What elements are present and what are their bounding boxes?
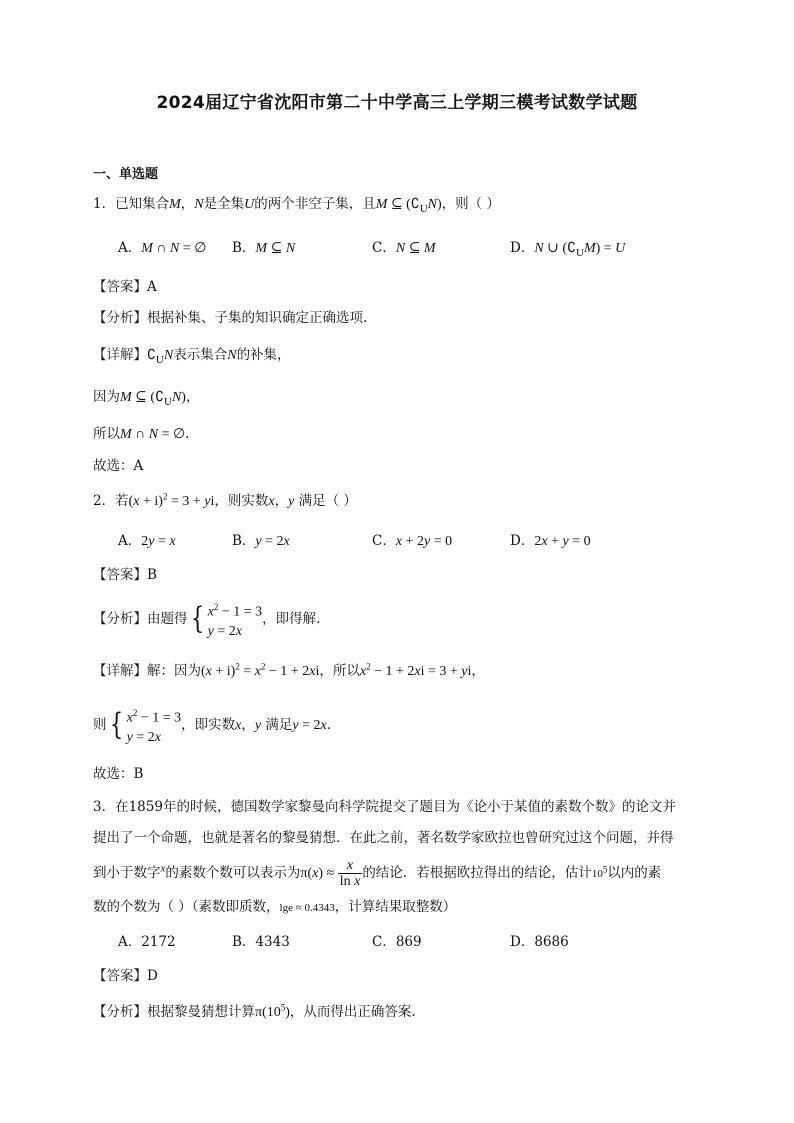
q2-analysis: 【分析】由题得{ $x^2 - 1 = 3$ y = 2x，即得解. (93, 601, 321, 639)
q1-detail-1: 【详解】$∁_UN$表示集合N的补集， (93, 347, 291, 366)
q3-option-a: A．2172 (118, 934, 176, 950)
q1-stem-mid: 是全集 (203, 196, 245, 212)
q1-detail-2: 因为M ⊆ $(∁_UN)$， (93, 389, 200, 408)
q2-option-c: C．x + 2y = 0 (372, 533, 453, 549)
q1-analysis: 【分析】根据补集、子集的知识确定正确选项. (93, 310, 368, 326)
q2-choice: 故选：B (93, 766, 144, 782)
page-title: 2024届辽宁省沈阳市第二十中学高三上学期三模考试数学试题 (156, 93, 638, 113)
q3-option-c: C．869 (372, 934, 422, 950)
q1-option-d: D．N ∪ $(∁_UM) = U$ (510, 240, 626, 259)
q1-option-b: B．M ⊆ N (232, 240, 296, 256)
q1-detail-3: 所以M ∩ N = ∅． (93, 426, 199, 442)
section-heading: 一、单选题 (93, 167, 159, 182)
q3-answer: 【答案】D (93, 968, 158, 984)
q2-then: 则{ $x^2 - 1 = 3$ y = 2x，即实数x，y 满足y = 2x． (93, 707, 341, 745)
q3-line-1: 3．在1859年的时候，德国数学家黎曼向科学院提交了题目为《论小于某值的素数个数》的论文并 (93, 799, 676, 815)
q3-analysis: 【分析】根据黎曼猜想计算$\pi(10^5)$，从而得出正确答案. (93, 1002, 416, 1020)
q1-option-c: C．N ⊆ M (372, 240, 436, 256)
q3-option-d: D．8686 (510, 934, 569, 950)
q2-option-b: B．y = 2x (232, 533, 290, 549)
q1-answer: 【答案】A (93, 279, 157, 295)
q1-stem: 1．已知集合M，N是全集U的两个非空子集，且M ⊆ $(∁_UN)$，则（ ） (93, 196, 500, 215)
q1-stem-post: ，则（ ） (441, 196, 500, 212)
q1-stem-mid2: 的两个非空子集，且 (254, 196, 376, 212)
q3-line-2: 提出了一个命题，也就是著名的黎曼猜想．在此之前，著名数学家欧拉也曾研究过这个问题，并得 (93, 830, 674, 846)
q2-option-d: D．2x + y = 0 (510, 533, 591, 549)
q1-option-a: A．M ∩ N = ∅ (118, 240, 207, 256)
q2-answer: 【答案】B (93, 567, 157, 583)
q2-option-a: A．2y = x (118, 533, 176, 549)
q2-detail: 【详解】解：因为$(x + i)^2 = x^2 - 1 + 2xi$，所以$x^2 - 1 + 2xi = 3$ + yi， (93, 661, 485, 679)
q3-line-3: 到小于数字$^x$的素数个数可以表示为π(x) ≈ $\frac{x}{\text{ln x}}$ 的结论．若根据欧拉得出的结论，估计$10^5$以内的素 (93, 858, 662, 889)
q1-choice: 故选：A (93, 458, 144, 474)
q2-stem: 2．若$(x + i)^2 = 3$ + yi，则实数x，y 满足（ ） (93, 491, 357, 509)
q3-line-4: 数的个数为（ ）（素数即质数，lge ≈ 0.4343，计算结果取整数） (93, 899, 457, 915)
q3-option-b: B．4343 (232, 934, 290, 950)
q1-stem-pre: 1．已知集合 (93, 196, 170, 212)
